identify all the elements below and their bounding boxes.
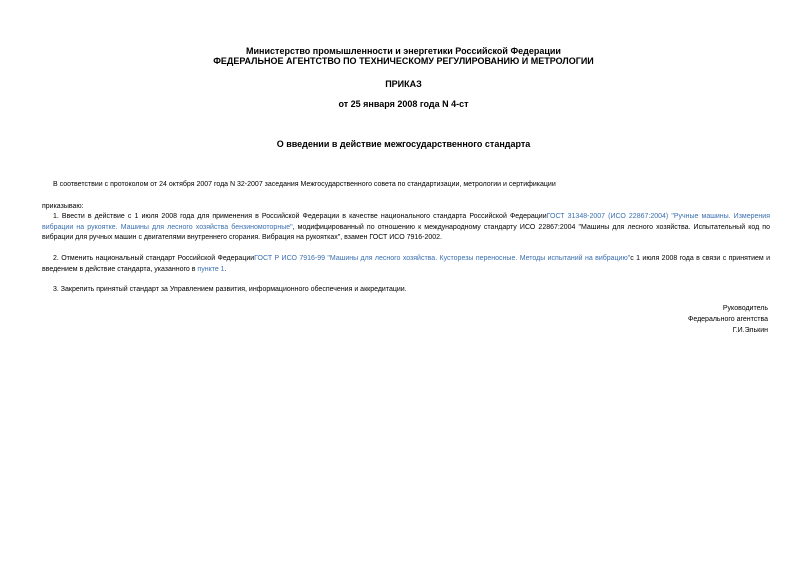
item-2-end: . [224, 265, 227, 273]
signer-organization: Федерального агентства [688, 316, 768, 323]
item-1-reference-link[interactable]: пункте 1 [197, 265, 225, 273]
item-3: 3. Закрепить принятый стандарт за Управлением развития, информационного обеспечения и аккредитации. [53, 286, 407, 293]
gost-31348-link[interactable]: ГОСТ 31348-2007 (ИСО 22867:2004) [546, 213, 669, 220]
item-1 [42, 212, 770, 244]
order-title: ПРИКАЗ [385, 79, 422, 89]
gost-r-iso-7916-link[interactable]: ГОСТ Р ИСО 7916-99 [254, 255, 326, 262]
item-1-text: 1. Ввести в действие с 1 июля 2008 года для применения в Российской Федерации в качестве национального стандарта Российской Федерации [53, 213, 547, 220]
item-2 [42, 254, 770, 275]
order-date: от 25 января 2008 года N 4-ст [338, 99, 469, 109]
orders-word-paragraph [42, 202, 770, 213]
document-header [0, 46, 807, 66]
item-2-paragraph [42, 254, 770, 275]
signature-block [688, 303, 768, 336]
item-1-rest: , модифицированный по отношению к международному стандарту ИСО 22867:2004 "Машины для лесного хозяйства. Испытательный код по вибрации для ручных машин с двигателями внутреннего сгорания. Вибрация на рукоятках", взамен ГОСТ ИСО 7916-2002. [42, 223, 770, 241]
item-2-rest: с 1 июля 2008 года в связи с принятием и введением в действие стандарта, указанного в [42, 255, 770, 273]
gost-r-iso-7916-title-link[interactable]: "Машины для лесного хозяйства. Кусторезы переносные. Методы испытаний на вибрацию" [325, 255, 631, 262]
gost-31348-title-link[interactable]: "Ручные машины. Измерения вибрации на рукоятке. Машины для лесного хозяйства бензиномоторные" [42, 213, 770, 231]
intro-text: В соответствии с протоколом от 24 октября 2007 года N 32-2007 заседания Межгосударственного совета по стандартизации, метрологии и сертификации [53, 181, 556, 188]
signer-name: Г.И.Элькин [732, 327, 768, 334]
order-subject: О введении в действие межгосударственного стандарта [276, 139, 531, 149]
item-1-paragraph [42, 212, 770, 244]
item-3-paragraph [42, 285, 770, 296]
agency-name: ФЕДЕРАЛЬНОЕ АГЕНТСТВО ПО ТЕХНИЧЕСКОМУ РЕГУЛИРОВАНИЮ И МЕТРОЛОГИИ [213, 56, 594, 66]
intro-paragraph [42, 180, 770, 191]
orders-word: приказываю: [42, 203, 84, 210]
signer-title: Руководитель [722, 305, 768, 312]
item-2-text: 2. Отменить национальный стандарт Российской Федерации [53, 255, 255, 262]
ministry-name: Министерство промышленности и энергетики Российской Федерации [246, 46, 561, 56]
